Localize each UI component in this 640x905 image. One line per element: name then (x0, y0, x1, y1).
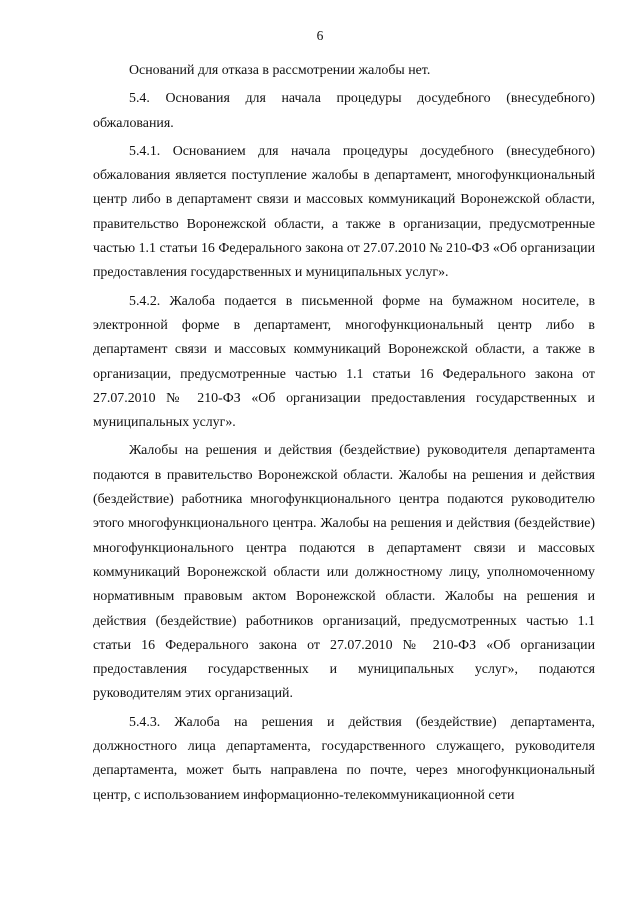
paragraph-5-4-1: 5.4.1. Основанием для начала процедуры досудебного (внесудебного) обжалования является поступление жалобы в департамент, многофункциональный центр либо в департамент связи и массовых коммуникаций Воронежской области, правительство Воронежской области, а также в организации, предусмотренные частью 1.1 статьи 16 Федерального закона от 27.07.2010 № 210-ФЗ «Об организации предоставления государственных и муниципальных услуг». (93, 143, 595, 281)
paragraph-5-4-heading: 5.4. Основания для начала процедуры досудебного (внесудебного) обжалования. (93, 91, 595, 131)
paragraph-5-4-2: 5.4.2. Жалоба подается в письменной форме на бумажном носителе, в электронной форме в департамент, многофункциональный центр либо в департамент связи и массовых коммуникаций Воронежской области, а также в организации, предусмотренные частью 1.1 статьи 16 Федерального закона от 27.07.2010 № 210-ФЗ «Об организации предоставления государственных и муниципальных услуг». (93, 293, 595, 431)
paragraph-5-4-3: 5.4.3. Жалоба на решения и действия (бездействие) департамента, должностного лица департамента, государственного служащего, руководителя департамента, может быть направлена по почте, через многофункциональный центр, с использованием информационно-телекоммуникационной сети (93, 714, 595, 803)
page-number: 6 (316, 28, 324, 43)
paragraph-no-refusal-grounds: Оснований для отказа в рассмотрении жалобы нет. (129, 63, 431, 78)
document-body (93, 59, 595, 808)
paragraph-complaints-routing: Жалобы на решения и действия (бездействие) руководителя департамента подаются в правительство Воронежской области. Жалобы на решения и действия (бездействие) работника многофункционального центра подаются руководителю этого многофункционального центра. Жалобы на решения и действия (бездействие) многофункционального центра подаются в департамент связи и массовых коммуникаций Воронежской области или должностному лицу, уполномоченному нормативным правовым актом Воронежской области. Жалобы на решения и действия (бездействие) работников организаций, предусмотренных частью 1.1 статьи 16 Федерального закона от 27.07.2010 № 210-ФЗ «Об организации предоставления государственных и муниципальных услуг», подаются руководителям этих организаций. (93, 443, 595, 702)
